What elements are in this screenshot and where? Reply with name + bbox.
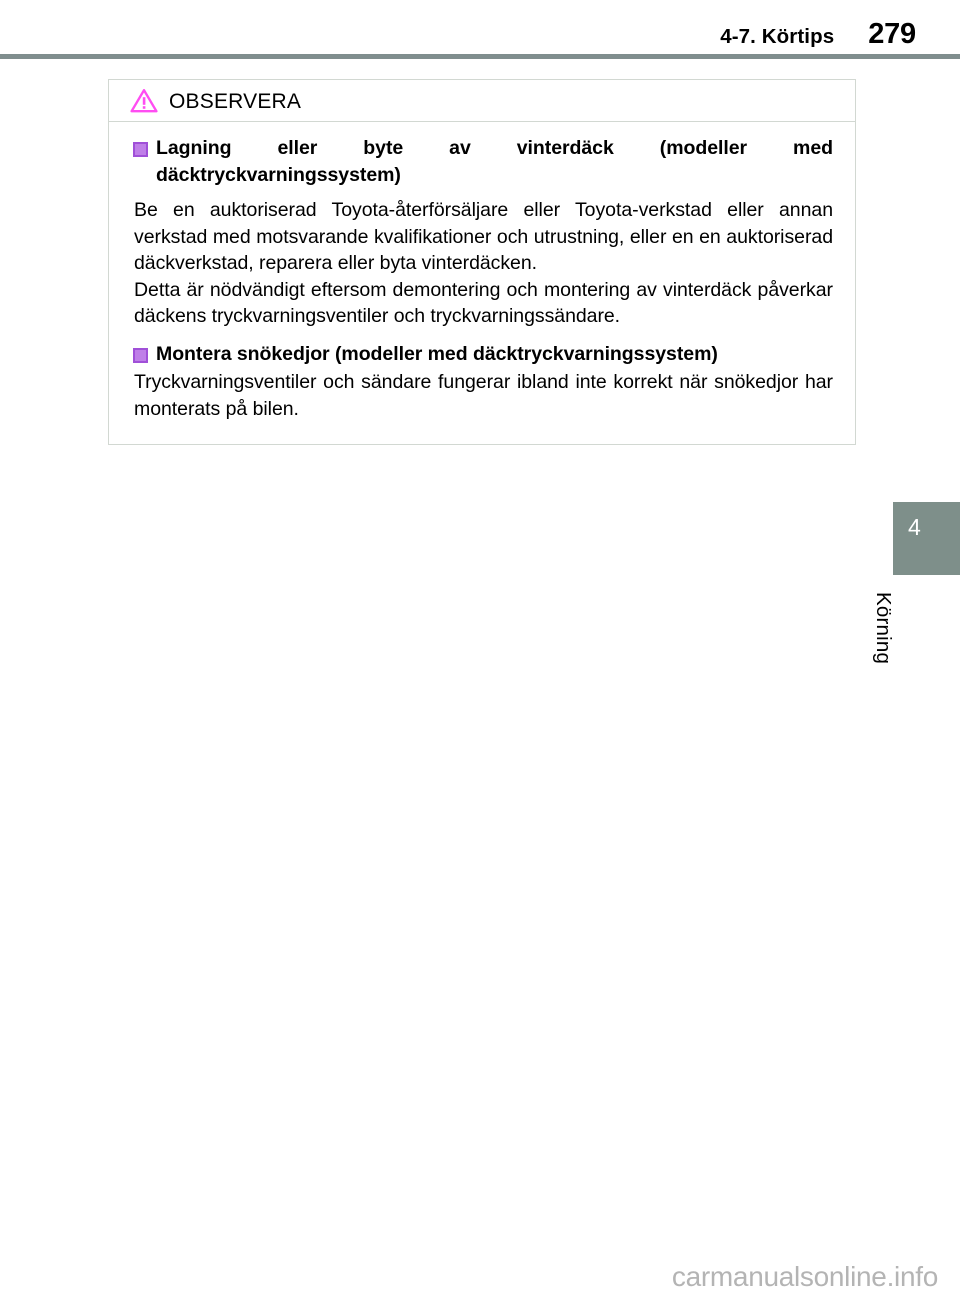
notice-item-heading-text: Lagning eller byte av vinterdäck (modeller med däcktryckvarningssystem) [156,137,833,186]
notice-paragraph: Detta är nödvändigt eftersom demontering och montering av vinterdäck påverkar däckens tryckvarningsventiler och tryckvarningssändare. [134,278,833,328]
notice-item-heading [131,135,833,188]
chapter-tab-number: 4 [908,514,921,540]
notice-box [108,79,856,445]
warning-triangle-icon [130,88,158,113]
page-number: 279 [868,18,916,50]
notice-paragraph: Tryckvarningsventiler och sändare fungerar ibland inte korrekt när snökedjor har monterats på bilen. [134,371,833,420]
watermark: carmanualsonline.info [671,1261,938,1292]
chapter-tab-label: Körning [872,592,895,665]
notice-item-heading [131,341,833,368]
chapter-tab [893,502,960,575]
notice-header [109,80,855,122]
bullet-square-icon [133,142,148,157]
header-content [720,18,916,51]
notice-item-heading-text: Montera snökedjor (modeller med däcktryckvarningssystem) [156,342,718,365]
notice-body [109,122,855,444]
bullet-square-icon [133,348,148,363]
page-header [0,0,960,55]
notice-title: OBSERVERA [169,90,302,113]
section-title: 4-7. Körtips [720,25,835,48]
notice-paragraph: Be en auktoriserad Toyota-återförsäljare eller Toyota-verkstad eller annan verkstad med motsvarande kvalifikationer och utrustning, eller en en auktoriserad däckverkstad, reparera eller byta vinterdäcken. [134,199,833,275]
header-divider [0,54,960,59]
